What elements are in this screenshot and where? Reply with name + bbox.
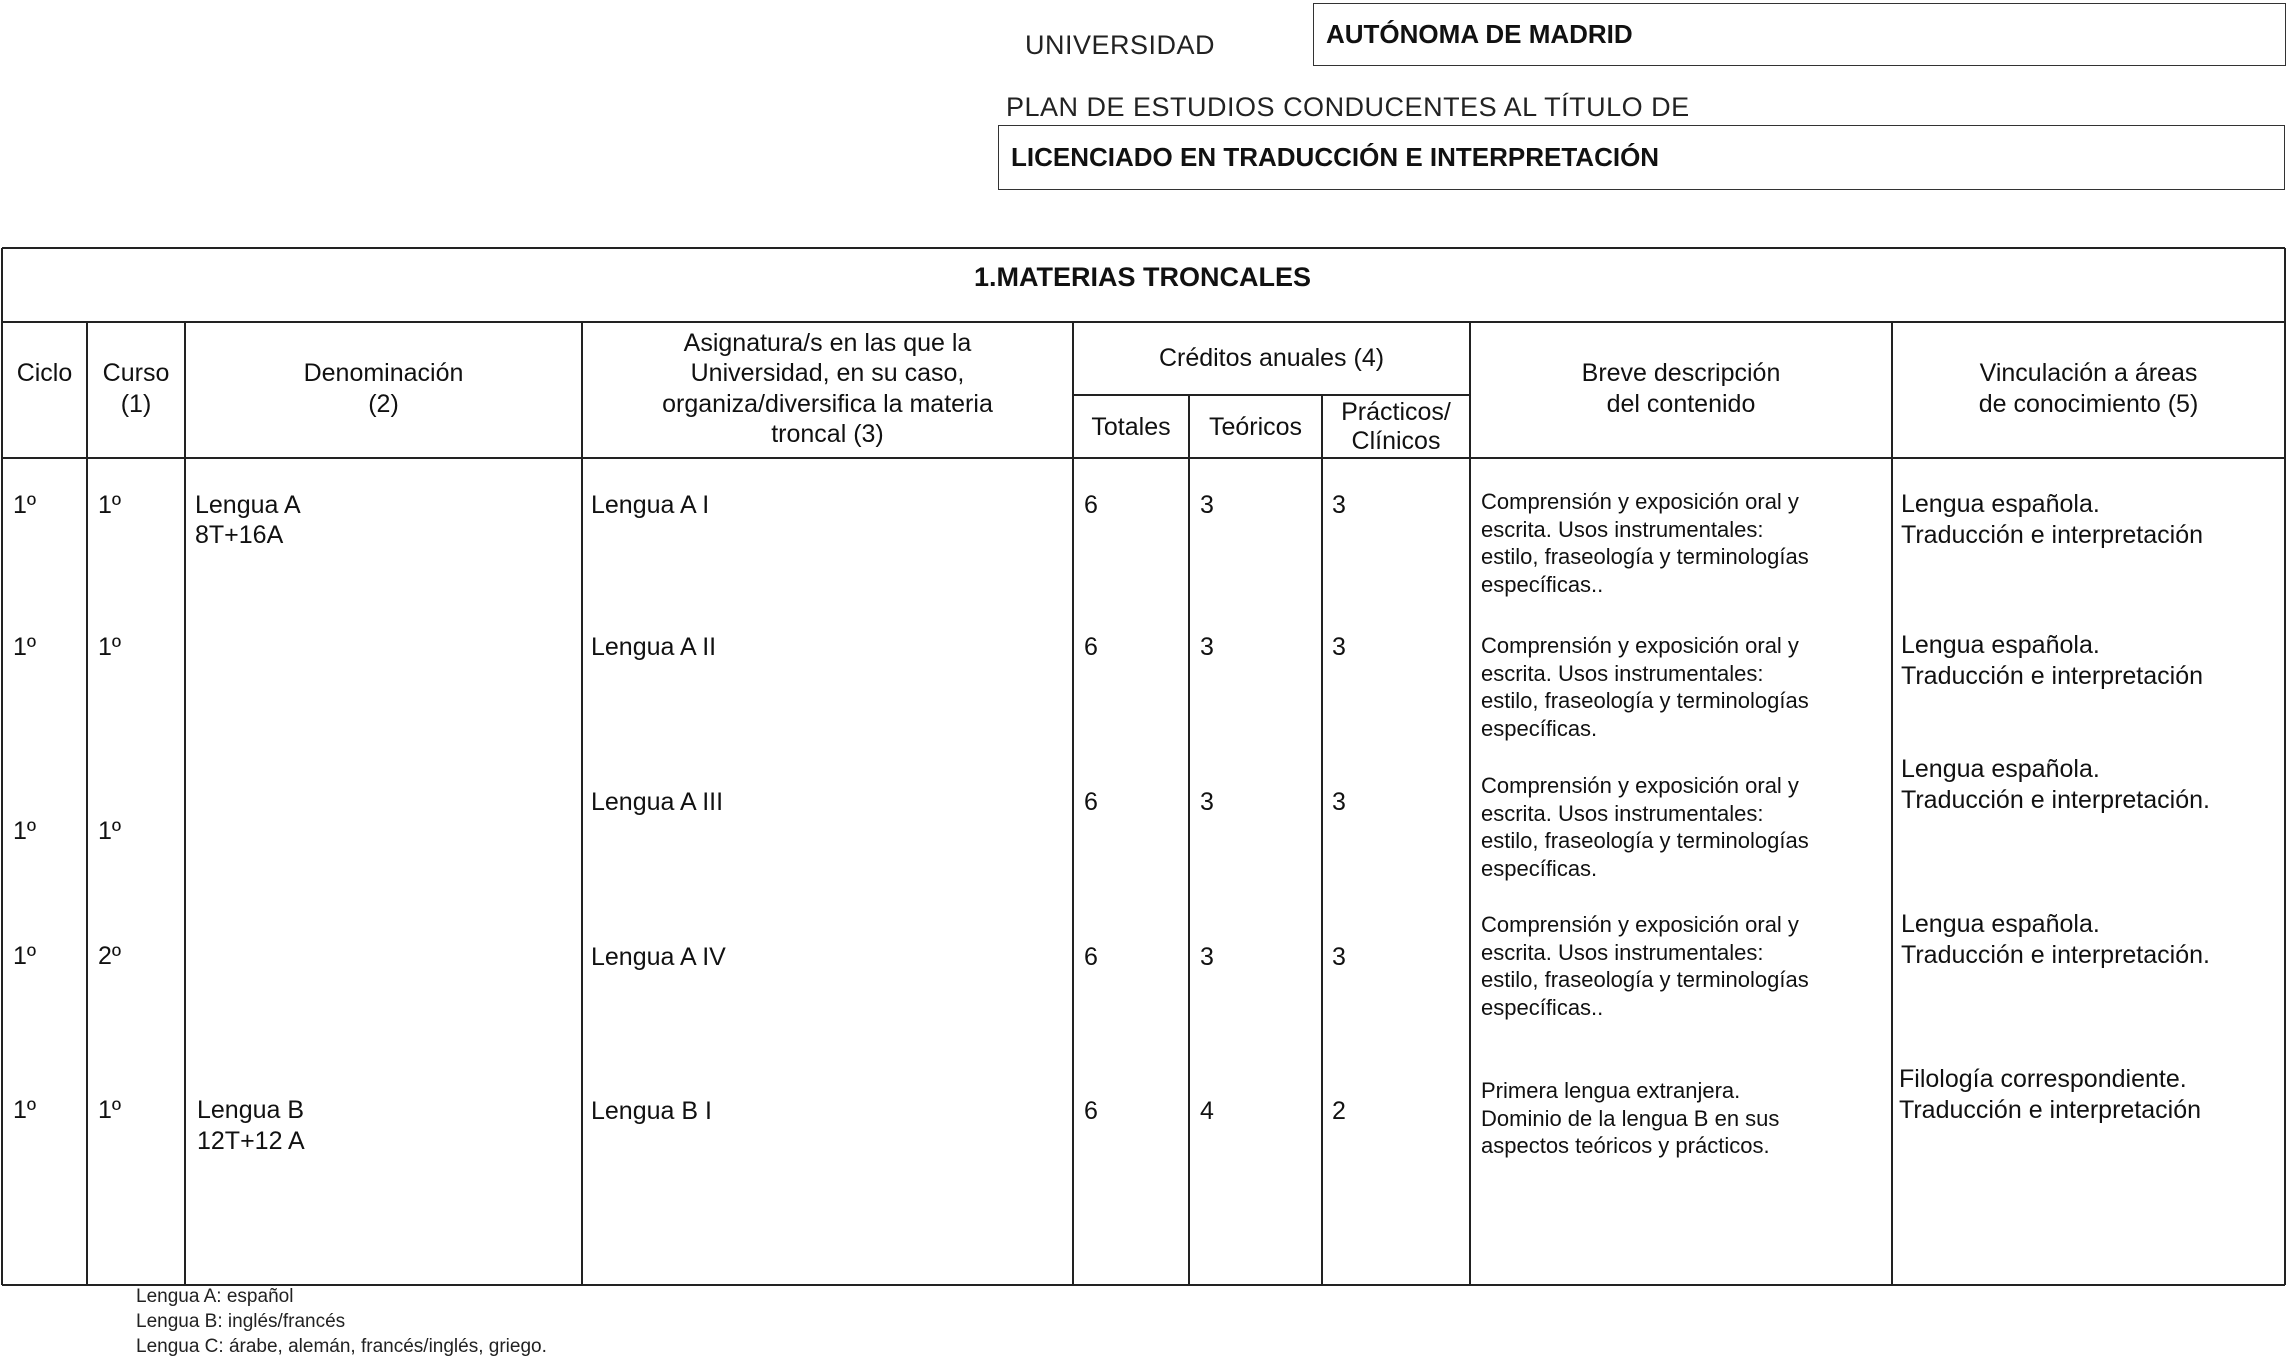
cell-descripcion-line-3: estilo, fraseología y terminologías <box>1481 828 1809 853</box>
cell-descripcion-line-2: escrita. Usos instrumentales: <box>1481 516 1764 542</box>
cell-ciclo: 1º <box>13 633 37 661</box>
cell-descripcion-line-1: Comprensión y exposición oral y <box>1481 633 1799 658</box>
cell-curso: 1º <box>98 633 122 661</box>
cell-totales: 6 <box>1084 1097 1098 1125</box>
cell-curso: 1º <box>98 817 122 845</box>
cell-totales: 6 <box>1084 633 1098 661</box>
cell-totales: 6 <box>1084 943 1098 971</box>
degree-title: LICENCIADO EN TRADUCCIÓN E INTERPRETACIÓN <box>1011 142 1660 172</box>
university-name: AUTÓNOMA DE MADRID <box>1326 19 1633 49</box>
cell-asignatura: Lengua B I <box>591 1097 712 1125</box>
cell-descripcion-line-2: Dominio de la lengua B en sus <box>1481 1105 1780 1131</box>
col-header-descripcion-line-2: del contenido <box>1606 390 1756 418</box>
cell-vinculacion <box>1901 630 2287 692</box>
cell-descripcion-line-1: Primera lengua extranjera. <box>1481 1078 1741 1103</box>
col-header-asignatura-line-4: troncal (3) <box>771 420 884 448</box>
cell-vinculacion-line-1: Lengua española. <box>1901 490 2100 518</box>
col-header-descripcion-line-1: Breve descripción <box>1581 359 1781 387</box>
cell-asignatura: Lengua A I <box>591 491 710 519</box>
cell-teoricos: 3 <box>1200 943 1214 971</box>
cell-practicos: 3 <box>1332 788 1346 816</box>
cell-vinculacion-line-1: Lengua española. <box>1901 631 2100 659</box>
col-header-curso: Curso <box>102 359 170 387</box>
cell-denominacion-line-1: Lengua A <box>195 491 301 519</box>
cell-vinculacion-line-1: Lengua española. <box>1901 755 2100 783</box>
cell-descripcion-line-2: escrita. Usos instrumentales: <box>1481 800 1764 826</box>
col-header-denominacion-note: (2) <box>368 390 399 418</box>
cell-vinculacion-line-1: Lengua española. <box>1901 910 2100 938</box>
plan-label: PLAN DE ESTUDIOS CONDUCENTES AL TÍTULO DE <box>1006 92 1690 122</box>
section-title: 1.MATERIAS TRONCALES <box>973 262 1311 292</box>
col-header-vinculacion-line-2: de conocimiento (5) <box>1978 390 2199 418</box>
cell-descripcion-line-4: específicas.. <box>1481 994 1604 1020</box>
cell-descripcion-line-4: específicas. <box>1481 855 1598 881</box>
cell-teoricos: 3 <box>1200 788 1214 816</box>
cell-vinculacion-line-2: Traducción e interpretación <box>1901 521 2204 549</box>
cell-denominacion-line-1: Lengua B <box>197 1096 305 1124</box>
cell-vinculacion-line-2: Traducción e interpretación <box>1899 1096 2202 1124</box>
cell-ciclo: 1º <box>13 1096 37 1124</box>
col-header-practicos-line-2: Clínicos <box>1351 427 1441 455</box>
col-header-practicos-line-1: Prácticos/ <box>1341 398 1451 426</box>
col-header-vinculacion-line-1: Vinculación a áreas <box>1979 359 2198 387</box>
cell-teoricos: 3 <box>1200 633 1214 661</box>
cell-descripcion-line-4: específicas. <box>1481 715 1598 741</box>
cell-totales: 6 <box>1084 788 1098 816</box>
cell-vinculacion <box>1901 909 2287 971</box>
degree-title-box <box>998 125 2285 190</box>
cell-ciclo: 1º <box>13 817 37 845</box>
cell-vinculacion <box>1901 489 2287 551</box>
col-header-asignatura-line-3: organiza/diversifica la materia <box>662 390 993 418</box>
footnote-lengua-a: Lengua A: español <box>136 1286 294 1307</box>
col-header-asignatura-line-1: Asignatura/s en las que la <box>683 329 972 357</box>
cell-descripcion-line-3: estilo, fraseología y terminologías <box>1481 544 1809 569</box>
cell-descripcion <box>1481 772 1881 882</box>
cell-descripcion-line-3: estilo, fraseología y terminologías <box>1481 688 1809 713</box>
cell-practicos: 3 <box>1332 943 1346 971</box>
cell-practicos: 3 <box>1332 633 1346 661</box>
cell-vinculacion-line-2: Traducción e interpretación. <box>1901 786 2210 814</box>
cell-asignatura: Lengua A III <box>591 788 724 816</box>
cell-ciclo: 1º <box>13 491 37 519</box>
cell-descripcion-line-3: estilo, fraseología y terminologías <box>1481 967 1809 992</box>
cell-denominacion-line-2: 12T+12 A <box>197 1127 305 1155</box>
cell-descripcion-line-1: Comprensión y exposición oral y <box>1481 912 1799 937</box>
cell-curso: 1º <box>98 1096 122 1124</box>
footnote-lengua-c: Lengua C: árabe, alemán, francés/inglés, griego. <box>136 1336 547 1357</box>
col-header-curso-note: (1) <box>120 390 152 418</box>
cell-denominacion-line-2: 8T+16A <box>195 521 284 549</box>
cell-curso: 1º <box>98 491 122 519</box>
cell-descripcion-line-4: específicas.. <box>1481 571 1604 597</box>
cell-descripcion <box>1481 1077 1881 1160</box>
cell-descripcion-line-3: aspectos teóricos y prácticos. <box>1481 1133 1770 1158</box>
university-label: UNIVERSIDAD <box>1025 30 1216 60</box>
cell-teoricos: 4 <box>1200 1097 1214 1125</box>
cell-descripcion <box>1481 911 1881 1021</box>
cell-descripcion-line-1: Comprensión y exposición oral y <box>1481 773 1799 798</box>
university-name-box <box>1313 3 2286 66</box>
cell-vinculacion-line-2: Traducción e interpretación. <box>1901 941 2210 969</box>
cell-curso: 2º <box>98 942 122 970</box>
cell-descripcion-line-2: escrita. Usos instrumentales: <box>1481 939 1764 965</box>
cell-vinculacion <box>1901 754 2287 816</box>
cell-totales: 6 <box>1084 491 1098 519</box>
col-header-denominacion: Denominación <box>303 359 464 387</box>
cell-practicos: 2 <box>1332 1097 1346 1125</box>
cell-asignatura: Lengua A II <box>591 633 717 661</box>
col-header-ciclo: Ciclo <box>16 359 73 387</box>
cell-vinculacion-line-2: Traducción e interpretación <box>1901 662 2204 690</box>
cell-descripcion <box>1481 488 1881 598</box>
cell-descripcion <box>1481 632 1881 742</box>
col-header-creditos: Créditos anuales (4) <box>1158 344 1385 372</box>
cell-teoricos: 3 <box>1200 491 1214 519</box>
cell-ciclo: 1º <box>13 942 37 970</box>
footnote-lengua-b: Lengua B: inglés/francés <box>136 1311 346 1332</box>
col-header-totales: Totales <box>1091 413 1171 441</box>
col-header-asignatura-line-2: Universidad, en su caso, <box>690 359 965 387</box>
cell-descripcion-line-2: escrita. Usos instrumentales: <box>1481 660 1764 686</box>
cell-vinculacion <box>1899 1064 2287 1126</box>
cell-descripcion-line-1: Comprensión y exposición oral y <box>1481 489 1799 514</box>
cell-vinculacion-line-1: Filología correspondiente. <box>1899 1065 2187 1093</box>
cell-asignatura: Lengua A IV <box>591 943 726 971</box>
col-header-teoricos: Teóricos <box>1208 413 1303 441</box>
cell-practicos: 3 <box>1332 491 1346 519</box>
